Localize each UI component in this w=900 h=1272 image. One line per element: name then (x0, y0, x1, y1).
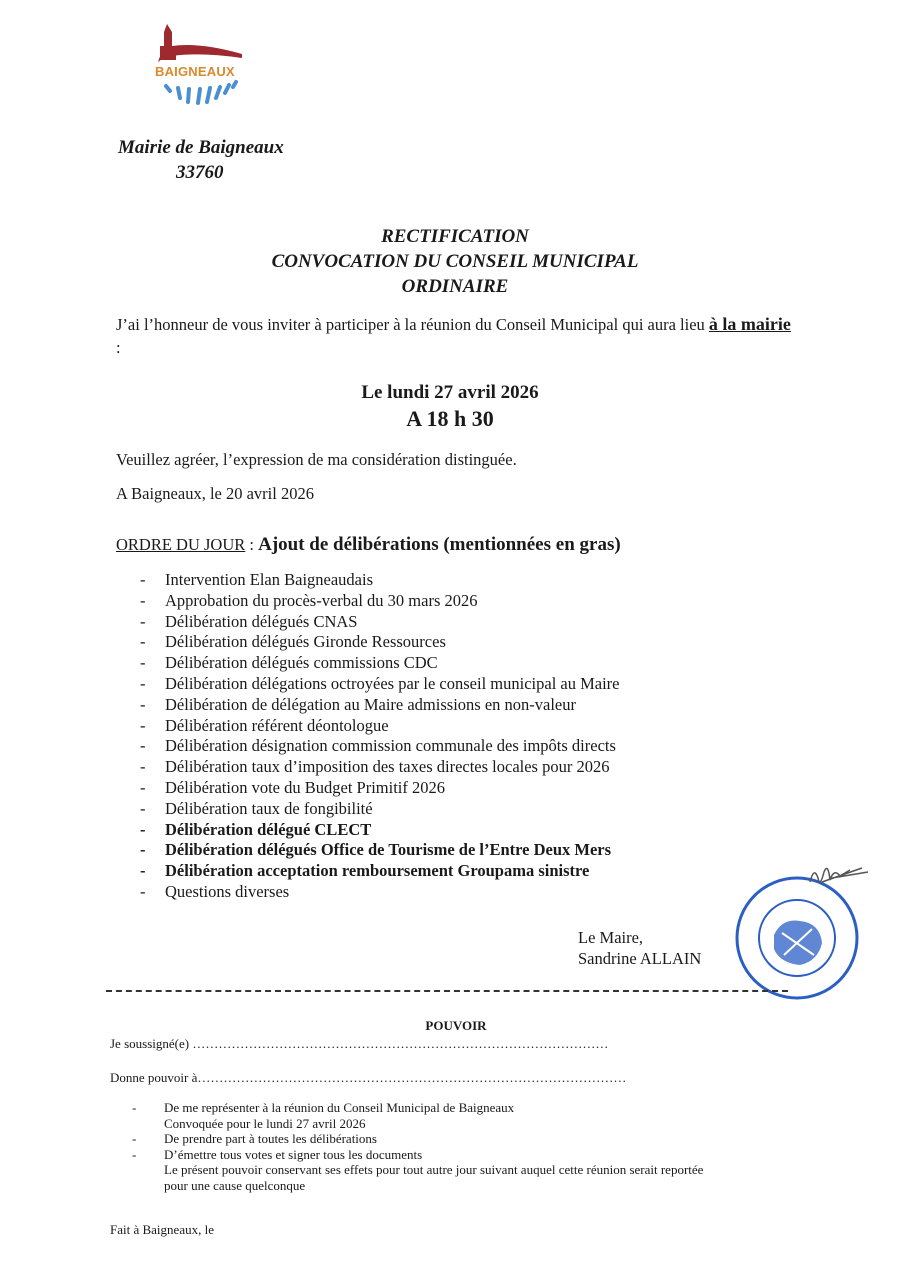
pouvoir-item: - D’émettre tous votes et signer tous les documents (130, 1147, 810, 1163)
pouvoir-item: - De me représenter à la réunion du Conseil Municipal de Baigneaux (130, 1100, 810, 1116)
agenda-item: - Intervention Elan Baigneaudais (138, 570, 778, 591)
pouvoir-proxy-field: Donne pouvoir à……………………………………………………………………………………… (110, 1070, 627, 1085)
agenda-header: Ajout de délibérations (mentionnées en gras) (258, 534, 621, 555)
logo-text: BAIGNEAUX (155, 64, 235, 79)
agenda-item: - Délibération référent déontologue (138, 716, 778, 737)
agenda-item: - Questions diverses (138, 882, 778, 903)
agenda-separator: : (245, 535, 259, 554)
stamp-text (740, 1004, 741, 1005)
agenda-item: - Délibération désignation commission communale des impôts directs (138, 736, 778, 757)
official-stamp (722, 858, 872, 1008)
place-and-date: A Baigneaux, le 20 avril 2026 (116, 484, 314, 503)
agenda-item: - Délibération taux d’imposition des taxes directes locales pour 2026 (138, 757, 778, 778)
agenda-heading (116, 534, 621, 556)
agenda-item: - Délibération délégué CLECT (138, 820, 778, 841)
signature-name: Sandrine ALLAIN (578, 949, 702, 968)
agenda-item: - Délibération taux de fongibilité (138, 799, 778, 820)
salutation: Veuillez agréer, l’expression de ma considération distinguée. (116, 450, 517, 469)
signature-title: Le Maire, (578, 928, 644, 947)
agenda-item: - Délibération délégués commissions CDC (138, 653, 778, 674)
pouvoir-undersigned-field: Je soussigné(e) …………………………………………………………………………………… (110, 1036, 609, 1051)
pouvoir-item: pour une cause quelconque (164, 1177, 306, 1193)
agenda-item: - Approbation du procès-verbal du 30 mars 2026 (138, 591, 778, 612)
agenda-item: - Délibération délégués Office de Tourisme de l’Entre Deux Mers (138, 840, 778, 861)
invitation-suffix: : (116, 338, 121, 357)
title-line-3: ORDINAIRE (401, 276, 509, 297)
mairie-name: Mairie de Baigneaux (118, 137, 284, 158)
pouvoir-item: - De prendre part à toutes les délibérations (130, 1131, 810, 1147)
cut-line (106, 990, 788, 992)
invitation-text: J’ai l’honneur de vous inviter à participer à la réunion du Conseil Municipal qui aura lieu (116, 315, 705, 334)
meeting-place: à la mairie (708, 314, 791, 334)
title-line-1: RECTIFICATION (381, 226, 529, 247)
agenda-item: - Délibération délégués CNAS (138, 612, 778, 633)
meeting-date: Le lundi 27 avril 2026 (361, 382, 539, 403)
pouvoir-signature-place: Fait à Baigneaux, le (110, 1222, 214, 1237)
agenda-item: - Délibération délégations octroyées par le conseil municipal au Maire (138, 674, 778, 695)
invitation-paragraph (116, 313, 796, 359)
agenda-label: ORDRE DU JOUR (116, 535, 246, 554)
pouvoir-item: Le présent pouvoir conservant ses effets pour tout autre jour suivant auquel cette réunion serait reportée (164, 1162, 704, 1177)
agenda-item: - Délibération délégués Gironde Ressources (138, 632, 778, 653)
agenda-item: - Délibération vote du Budget Primitif 2026 (138, 778, 778, 799)
stamp-seal-icon (722, 858, 872, 1008)
agenda-item: - Délibération acceptation remboursement Groupama sinistre (138, 861, 778, 882)
pouvoir-title: POUVOIR (425, 1018, 487, 1033)
pouvoir-list (130, 1100, 810, 1193)
title-line-2: CONVOCATION DU CONSEIL MUNICIPAL (271, 251, 639, 272)
meeting-time: A 18 h 30 (406, 406, 494, 431)
agenda-item: - Délibération de délégation au Maire admissions en non-valeur (138, 695, 778, 716)
postal-code: 33760 (176, 162, 224, 183)
document-title (0, 224, 900, 299)
pouvoir-item: Convoquée pour le lundi 27 avril 2026 (164, 1115, 366, 1131)
agenda-list (138, 570, 778, 903)
